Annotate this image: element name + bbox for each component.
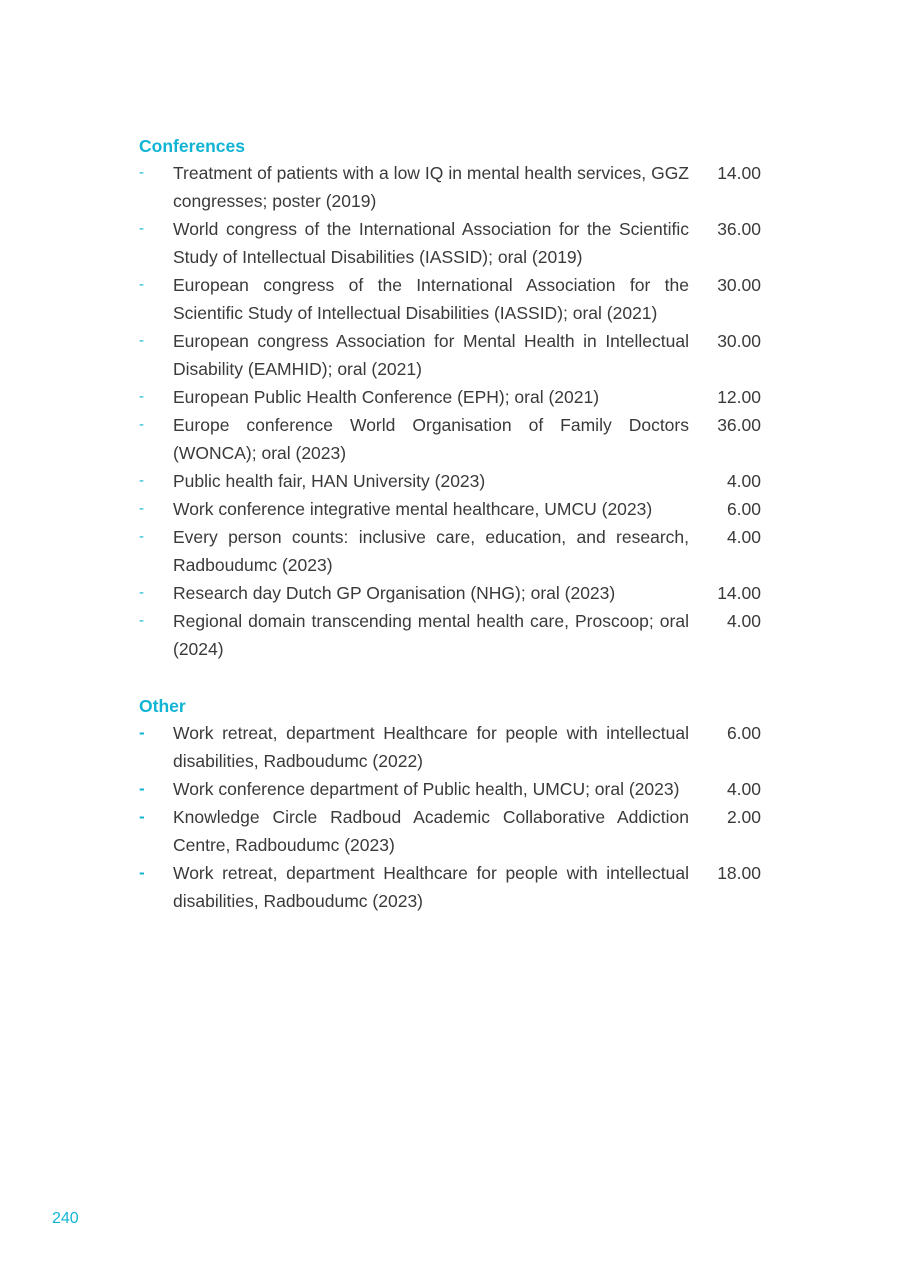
conferences-list [139, 159, 761, 663]
item-description: World congress of the International Association for the Scientific Study of Intellectual Disabilities (IASSID); oral (2019) [173, 219, 689, 267]
page-number: 240 [52, 1210, 79, 1227]
list-item [139, 467, 761, 495]
bullet-dash: - [139, 276, 144, 293]
item-credits: 36.00 [717, 415, 761, 435]
list-item [139, 327, 761, 383]
list-item [139, 523, 761, 579]
item-credits: 14.00 [717, 163, 761, 183]
item-credits: 4.00 [726, 779, 761, 799]
item-credits: 4.00 [726, 527, 761, 547]
item-description: European congress of the International Association for the Scientific Study of Intellectual Disabilities (IASSID); oral (2021) [173, 275, 689, 323]
bullet-dash: - [139, 612, 144, 629]
bullet-dash: - [139, 472, 144, 489]
list-item [139, 411, 761, 467]
item-description: Treatment of patients with a low IQ in mental health services, GGZ congresses; poster (2019) [173, 163, 689, 211]
list-item [139, 579, 761, 607]
bullet-dash: - [139, 528, 144, 545]
item-credits: 4.00 [726, 611, 761, 631]
item-description: Research day Dutch GP Organisation (NHG); oral (2023) [173, 583, 616, 603]
item-credits: 18.00 [717, 863, 761, 883]
item-description: Regional domain transcending mental health care, Proscoop; oral (2024) [173, 611, 689, 659]
item-description: European Public Health Conference (EPH); oral (2021) [173, 387, 600, 407]
item-credits: 36.00 [717, 219, 761, 239]
section-heading-conferences: Conferences [139, 136, 246, 156]
list-item [139, 495, 761, 523]
list-item [139, 383, 761, 411]
list-item [139, 775, 761, 803]
item-description: Work retreat, department Healthcare for people with intellectual disabilities, Radboudumc (2023) [173, 863, 689, 911]
list-item [139, 859, 761, 915]
list-item [139, 607, 761, 663]
item-credits: 6.00 [726, 723, 761, 743]
bullet-dash: - [139, 332, 144, 349]
item-description: Knowledge Circle Radboud Academic Collaborative Addiction Centre, Radboudumc (2023) [173, 807, 689, 855]
item-credits: 30.00 [717, 331, 761, 351]
bullet-dash: - [139, 388, 144, 405]
bullet-dash: - [139, 416, 144, 433]
item-description: Public health fair, HAN University (2023) [173, 471, 486, 491]
list-item [139, 215, 761, 271]
page-content [139, 133, 761, 915]
item-credits: 12.00 [717, 387, 761, 407]
item-description: Work conference integrative mental healthcare, UMCU (2023) [173, 499, 653, 519]
item-description: Every person counts: inclusive care, education, and research, Radboudumc (2023) [173, 527, 689, 575]
section-heading-other: Other [139, 696, 186, 716]
list-item [139, 719, 761, 775]
bullet-dash: - [139, 500, 144, 517]
bullet-dash: - [139, 863, 145, 882]
item-description: Europe conference World Organisation of Family Doctors (WONCA); oral (2023) [173, 415, 689, 463]
bullet-dash: - [139, 779, 145, 798]
bullet-dash: - [139, 807, 145, 826]
list-item [139, 803, 761, 859]
item-credits: 14.00 [717, 583, 761, 603]
item-description: Work conference department of Public health, UMCU; oral (2023) [173, 779, 680, 799]
bullet-dash: - [139, 220, 144, 237]
item-description: Work retreat, department Healthcare for people with intellectual disabilities, Radboudumc (2022) [173, 723, 689, 771]
bullet-dash: - [139, 164, 144, 181]
bullet-dash: - [139, 584, 144, 601]
other-list [139, 719, 761, 915]
list-item [139, 271, 761, 327]
item-credits: 2.00 [726, 807, 761, 827]
list-item [139, 159, 761, 215]
item-credits: 4.00 [726, 471, 761, 491]
item-credits: 30.00 [717, 275, 761, 295]
bullet-dash: - [139, 723, 145, 742]
item-credits: 6.00 [726, 499, 761, 519]
item-description: European congress Association for Mental Health in Intellectual Disability (EAMHID); oral (2021) [173, 331, 689, 379]
